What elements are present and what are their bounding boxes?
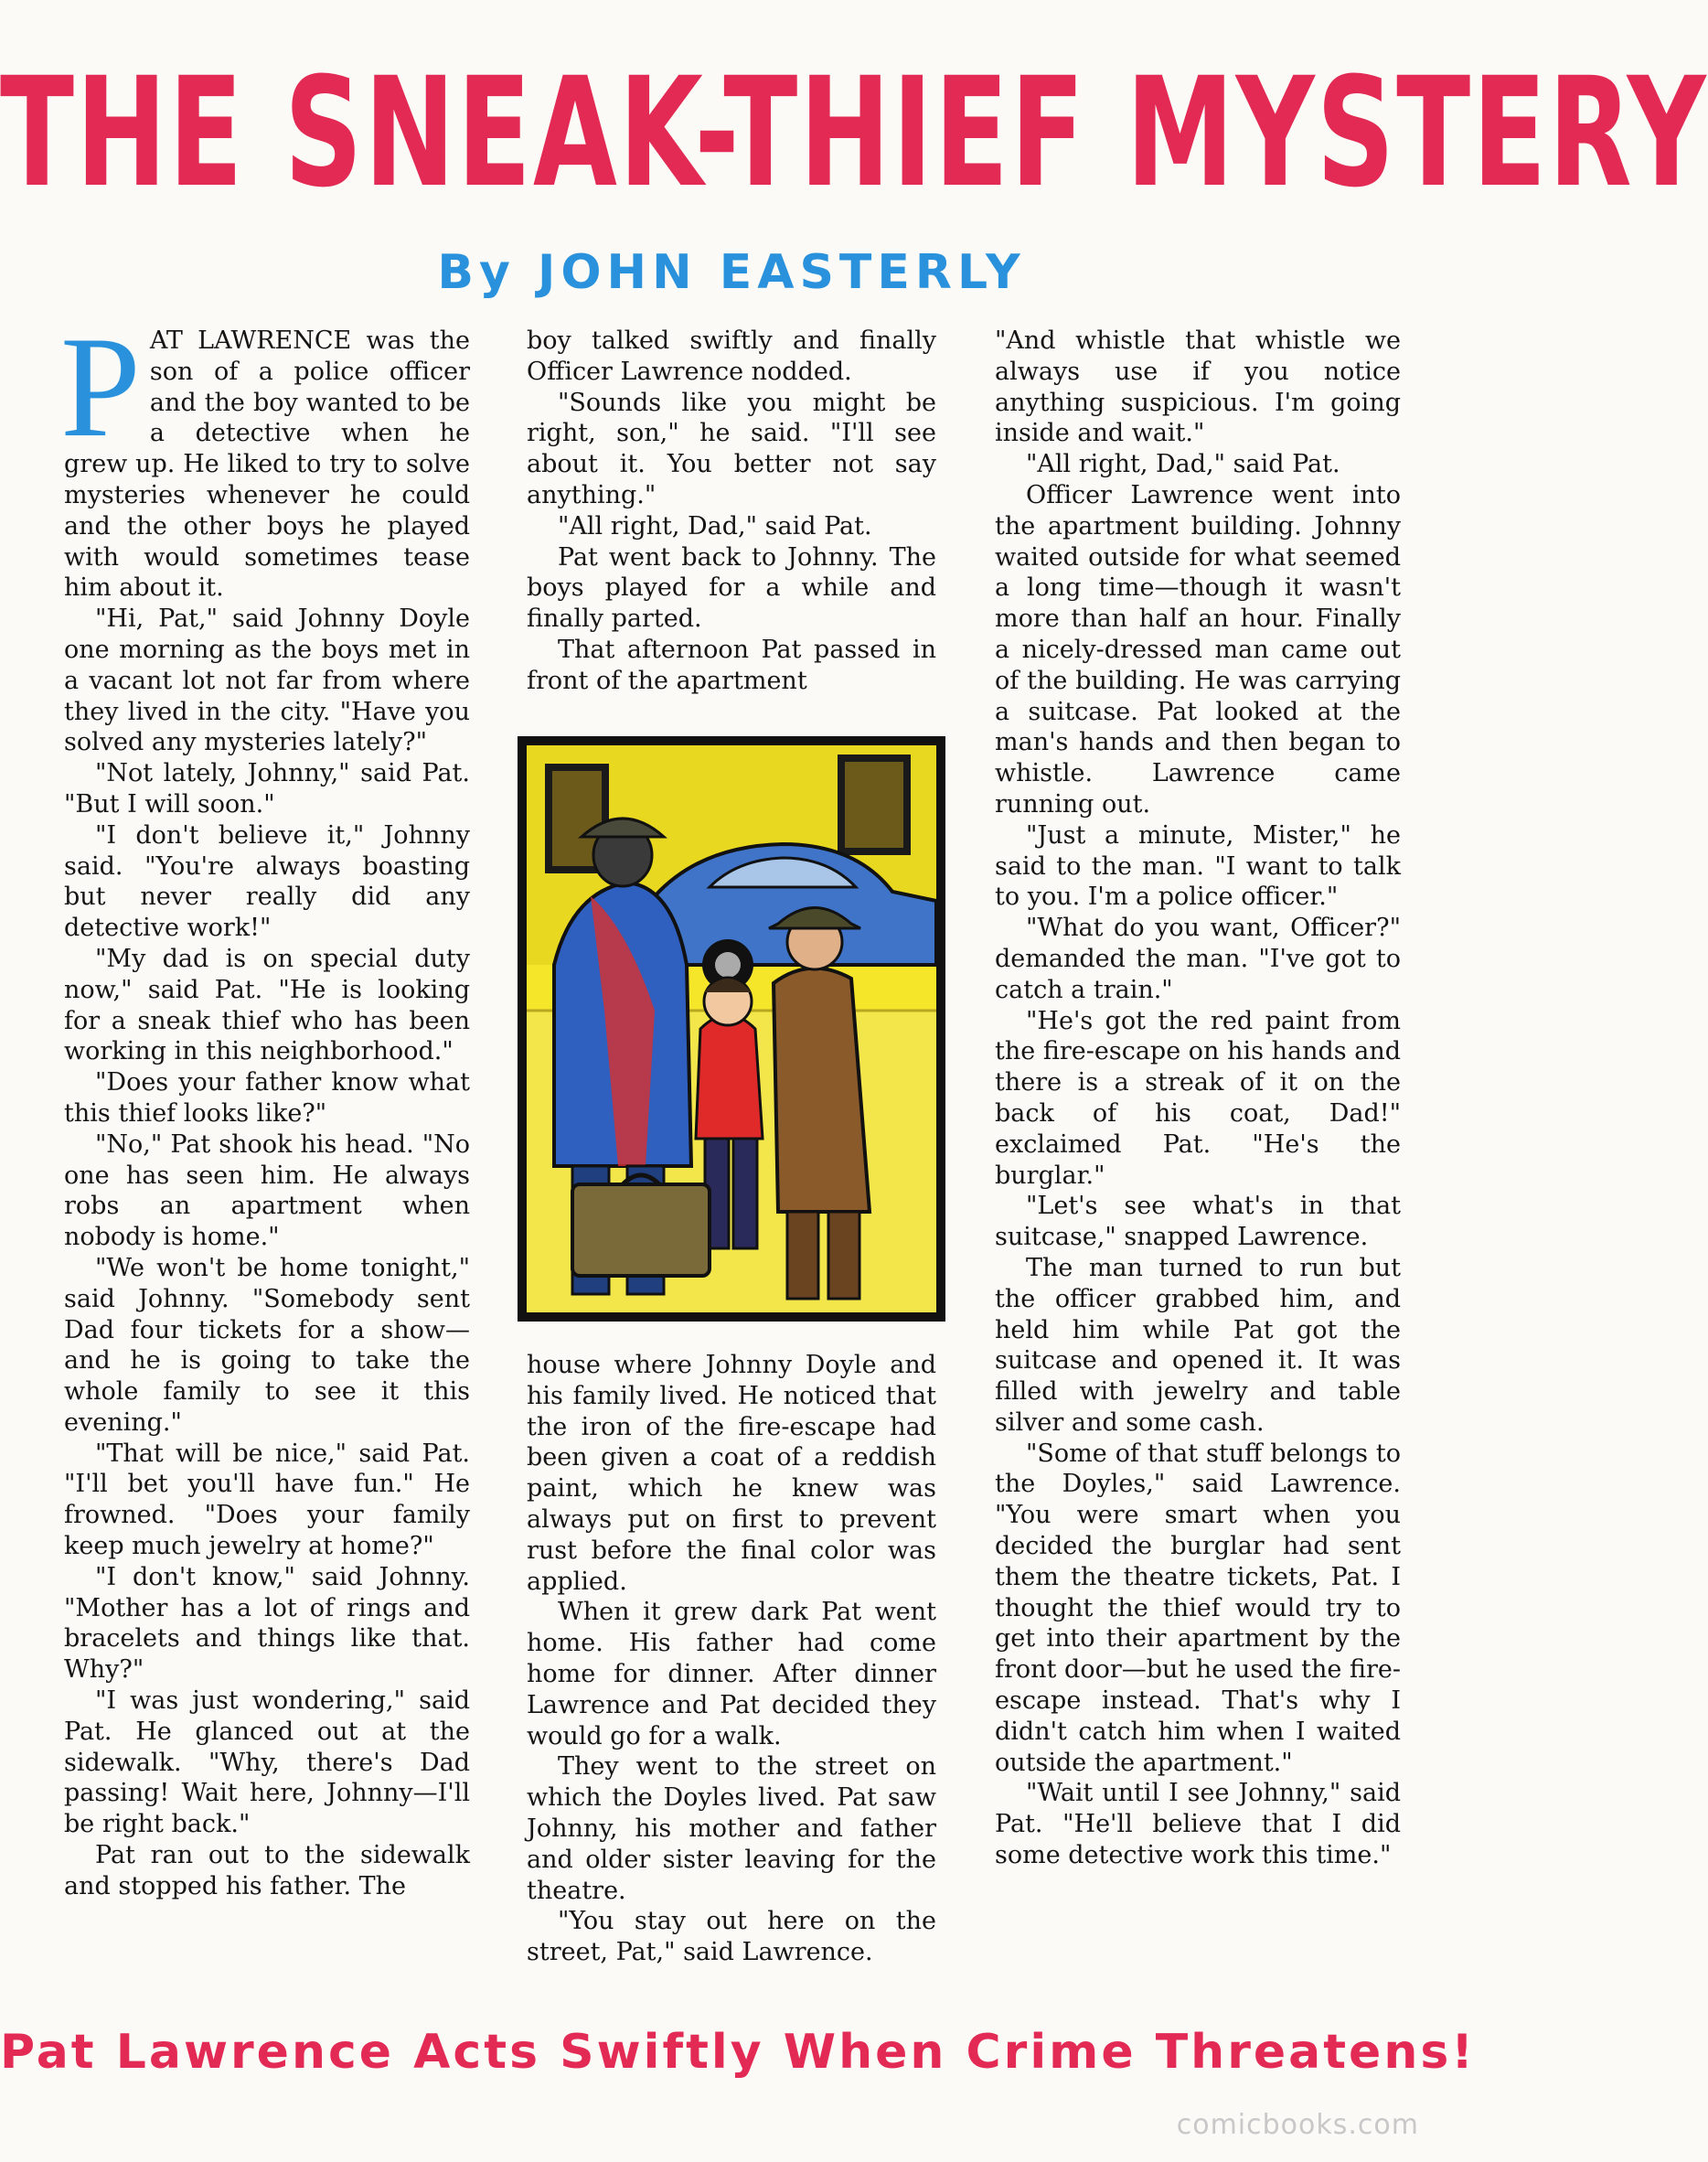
paragraph: "Hi, Pat," said Johnny Doyle one morning as the boys met in a vacant lot not far from where they lived in the city. "Have you solved any mysteries lately?": [64, 605, 470, 757]
text-column-3: [995, 326, 1401, 1871]
paragraph: "Wait until I see Johnny," said Pat. "He'll believe that I did some detective work this time.": [995, 1779, 1401, 1870]
paragraph: Pat went back to Johnny. The boys played for a while and finally parted.: [527, 542, 936, 634]
paragraph: "All right, Dad," said Pat.: [558, 511, 872, 540]
paragraph: Pat ran out to the sidewalk and stopped his father. The: [64, 1841, 470, 1900]
paragraph: "I don't believe it," Johnny said. "You're always boasting but never really did any detective work!": [64, 820, 470, 943]
story-title: THE SNEAK-THIEF MYSTERY: [0, 45, 1708, 221]
paragraph: "My dad is on special duty now," said Pat. "He is looking for a sneak thief who has been working in this neighborhood.": [64, 944, 470, 1066]
paragraph: boy talked swiftly and finally Officer Lawrence nodded.: [527, 326, 936, 386]
paragraph: "Some of that stuff belongs to the Doyles," said Lawrence. "You were smart when you decided the burglar had sent them the theatre tickets, Pat. I thought the thief would try to get into their apartment by the front door—but he used the fire-escape instead. That's why I didn't catch him when I waited outside the apartment.": [995, 1439, 1401, 1777]
paragraph: "Sounds like you might be right, son," he said. "I'll see about it. You better not say anything.": [527, 388, 936, 509]
paragraph: When it grew dark Pat went home. His father had come home for dinner. After dinner Lawrence and Pat decided they would go for a walk.: [527, 1598, 936, 1750]
paragraph: Officer Lawrence went into the apartment building. Johnny waited outside for what seemed a long time—though it wasn't more than half an hour. Finally a nicely-dressed man came out of the building. He was carrying a suitcase. Pat looked at the man's hands and then began to whistle. Lawrence came running out.: [995, 480, 1401, 819]
paragraph: "I was just wondering," said Pat. He glanced out at the sidewalk. "Why, there's Dad passing! Wait here, Johnny—I'll be right back.": [64, 1686, 470, 1839]
paragraph: "Not lately, Johnny," said Pat. "But I will soon.": [64, 759, 470, 819]
paragraph: "I don't know," said Johnny. "Mother has a lot of rings and bracelets and things like that. Why?": [64, 1562, 470, 1685]
text-column-2-bottom: [527, 1350, 936, 1968]
text-column-2-top: [527, 326, 936, 697]
paragraph-text: AT LAWRENCE was the son of a police officer and the boy wanted to be a detective when he grew up. He liked to try to solve mysteries whenever he could and the other boys he played with would sometimes tease him about it.: [64, 326, 470, 603]
paragraph: "You stay out here on the street, Pat," said Lawrence.: [527, 1907, 936, 1967]
paragraph: house where Johnny Doyle and his family lived. He noticed that the iron of the fire-escape had been given a coat of a reddish paint, which he knew was always put on first to prevent rust before the final color was applied.: [527, 1351, 936, 1596]
text-column-1: [60, 307, 470, 1902]
paragraph: "What do you want, Officer?" demanded the man. "I've got to catch a train.": [995, 914, 1401, 1004]
paragraph: "Just a minute, Mister," he said to the man. "I want to talk to you. I'm a police officer.": [995, 820, 1401, 912]
paragraph: "Does your father know what this thief looks like?": [64, 1068, 470, 1128]
paragraph: "No," Pat shook his head. "No one has seen him. He always robs an apartment when nobody is home.": [64, 1129, 470, 1252]
paragraph: "All right, Dad," said Pat.: [1026, 450, 1340, 479]
byline: By JOHN EASTERLY: [437, 245, 1026, 300]
paragraph: That afternoon Pat passed in front of the apartment: [527, 635, 936, 695]
paragraph: They went to the street on which the Doyles lived. Pat saw Johnny, his mother and father and older sister leaving for the theatre.: [527, 1752, 936, 1905]
paragraph: "That will be nice," said Pat. "I'll bet you'll have fun." He frowned. "Does your family keep much jewelry at home?": [64, 1439, 470, 1561]
paragraph: The man turned to run but the officer grabbed him, and held him while Pat got the suitcase and opened it. It was filled with jewelry and table silver and some cash.: [995, 1253, 1401, 1437]
paragraph: [60, 307, 470, 604]
footer-tagline: Pat Lawrence Acts Swiftly When Crime Threatens!: [0, 2025, 1477, 2080]
paragraph: "And whistle that whistle we always use if you notice anything suspicious. I'm going inside and wait.": [995, 326, 1401, 448]
paragraph: "We won't be home tonight," said Johnny. "Somebody sent Dad four tickets for a show—and he is going to take the whole family to see it this evening.": [64, 1253, 470, 1437]
drop-cap: P: [60, 307, 141, 467]
story-illustration: [518, 736, 945, 1322]
paragraph: "He's got the red paint from the fire-escape on his hands and there is a streak of it on the back of his coat, Dad!" exclaimed Pat. "He's the burglar.": [995, 1006, 1401, 1190]
paragraph: "Let's see what's in that suitcase," snapped Lawrence.: [995, 1192, 1401, 1252]
site-watermark: comicbooks.com: [1176, 2109, 1419, 2141]
